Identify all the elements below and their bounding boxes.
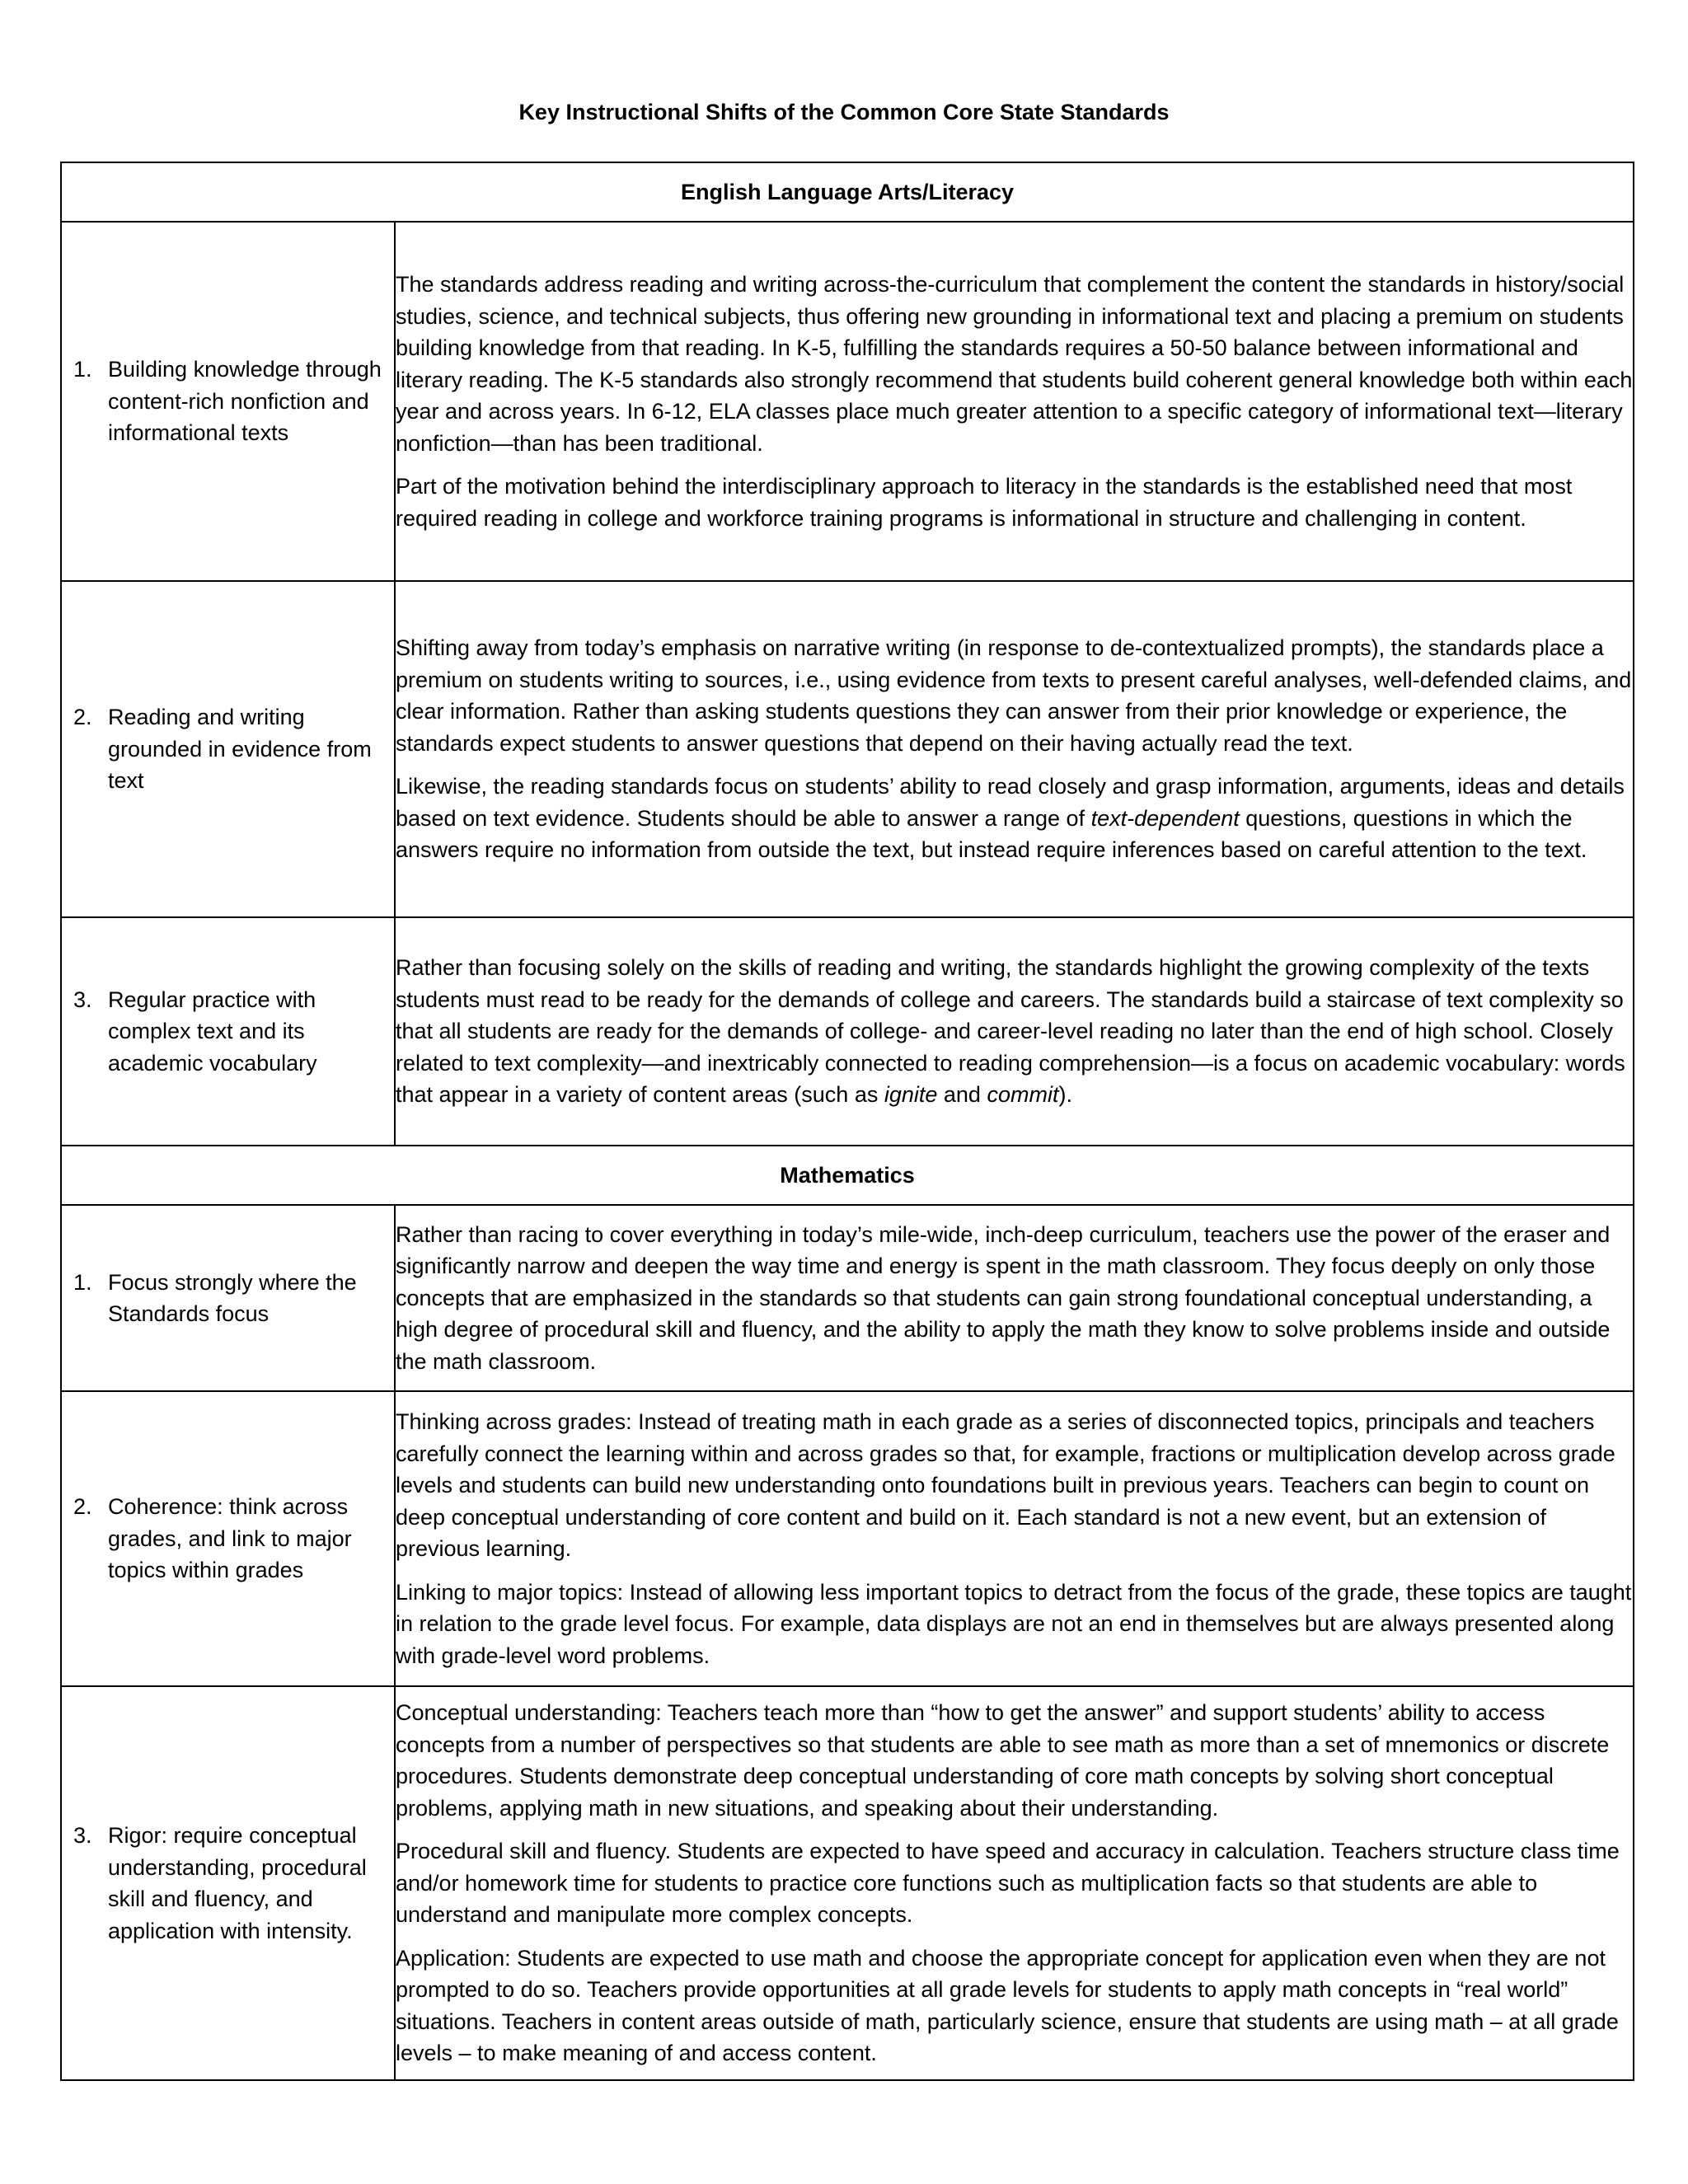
- shift-paragraph: [396, 771, 1633, 866]
- shift-name: Regular practice with complex text and its academic vocabulary: [108, 987, 317, 1076]
- text-run: ).: [1058, 1082, 1072, 1108]
- page-title: Key Instructional Shifts of the Common Core State Standards: [518, 100, 1170, 124]
- shift-description-cell: [395, 581, 1634, 917]
- shift-description-cell: [395, 1205, 1634, 1391]
- shift-description-cell: [395, 222, 1634, 581]
- shift-name: Reading and writing grounded in evidence from text: [108, 705, 372, 794]
- table-row: [61, 1391, 1634, 1686]
- shift-name: Coherence: think across grades, and link to major topics within grades: [108, 1494, 352, 1583]
- shift-number: 3.: [73, 987, 92, 1012]
- italic-term: ignite: [884, 1082, 938, 1108]
- table-row: [61, 917, 1634, 1146]
- table-row: [61, 581, 1634, 917]
- shift-number: 2.: [73, 1494, 92, 1520]
- shift-paragraph: Linking to major topics: Instead of allowing less important topics to detract from the focus of the grade, these topics are taught in relation to the grade level focus. For example, data displays are not an end in themselves but are always presented along with grade-level word problems.: [396, 1579, 1632, 1668]
- section-header-row: [61, 162, 1634, 222]
- text-run: Rather than focusing solely on the skills of reading and writing, the standards highlight the growing complexity of the texts students must read to be ready for the demands of college and careers. The standards build a staircase of text complexity so that all students are ready for the demands of college- and career-level reading no later than the end of high school. Closely related to text complexity—and inextricably connected to reading comprehension—is a focus on academic vocabulary: words that appear in a variety of content areas (such as: [396, 955, 1625, 1108]
- shift-description-cell: [395, 1686, 1634, 2080]
- shift-name-cell: [61, 1205, 395, 1391]
- shift-paragraph: [396, 952, 1633, 1111]
- ela-section-header: English Language Arts/Literacy: [61, 162, 1634, 222]
- shifts-table: [60, 162, 1634, 2081]
- text-run: and: [937, 1082, 987, 1108]
- shift-paragraph: Application: Students are expected to use math and choose the appropriate concept for application even when they are not prompted to do so. Teachers provide opportunities at all grade levels for students to apply math concepts in “real world” situations. Teachers in content areas outside of math, particularly science, ensure that students are using math – at all grade levels – to make meaning of and access content.: [396, 1945, 1619, 2066]
- text-run: questions, questions in which the answers require no information from outside the text, but instead require inferences based on careful attention to the text.: [396, 805, 1587, 863]
- shift-number: 1.: [73, 1269, 92, 1295]
- italic-term: commit: [987, 1082, 1059, 1108]
- shift-name-cell: [61, 222, 395, 581]
- shift-number: 2.: [73, 705, 92, 730]
- shift-description-cell: [395, 1391, 1634, 1686]
- shift-name: Building knowledge through content-rich nonfiction and informational texts: [108, 357, 382, 446]
- shift-paragraph: Rather than racing to cover everything in today’s mile-wide, inch-deep curriculum, teachers use the power of the eraser and significantly narrow and deepen the way time and energy is spent in the math classroom. They focus deeply on only those concepts that are emphasized in the standards so that students can gain strong foundational conceptual understanding, a high degree of procedural skill and fluency, and the ability to apply the math they know to solve problems inside and outside the math classroom.: [396, 1221, 1611, 1374]
- shift-paragraph: Thinking across grades: Instead of treating math in each grade as a series of disconnected topics, principals and teachers carefully connect the learning within and across grades so that, for example, fractions or multiplication develop across grade levels and students can build new understanding onto foundations built in previous years. Teachers can begin to count on deep conceptual understanding of core content and build on it. Each standard is not a new event, but an extension of previous learning.: [396, 1409, 1615, 1561]
- shift-name-cell: [61, 917, 395, 1146]
- shift-name-cell: [61, 1391, 395, 1686]
- table-row: [61, 1686, 1634, 2080]
- math-section-header: Mathematics: [61, 1146, 1634, 1205]
- shift-name-cell: [61, 1686, 395, 2080]
- text-run: Likewise, the reading standards focus on students’ ability to read closely and grasp information, arguments, ideas and details based on text evidence. Students should be able to answer a range of: [396, 774, 1625, 831]
- shift-name: Focus strongly where the Standards focus: [108, 1269, 357, 1326]
- shift-name-cell: [61, 581, 395, 917]
- shift-description-cell: [395, 917, 1634, 1146]
- table-row: [61, 222, 1634, 581]
- shift-paragraph: The standards address reading and writing across-the-curriculum that complement the content the standards in history/social studies, science, and technical subjects, thus offering new grounding in informational text and placing a premium on students building knowledge from that reading. In K-5, fulfilling the standards requires a 50-50 balance between informational and literary reading. The K-5 standards also strongly recommend that students build coherent general knowledge both within each year and across years. In 6-12, ELA classes place much greater attention to a specific category of informational text—literary nonfiction—than has been traditional.: [396, 272, 1633, 456]
- shift-paragraph: Shifting away from today’s emphasis on narrative writing (in response to de-contextualized prompts), the standards place a premium on students writing to sources, i.e., using evidence from texts to present careful analyses, well-defended claims, and clear information. Rather than asking students questions they can answer from their prior knowledge or experience, the standards expect students to answer questions that depend on their having actually read the text.: [396, 635, 1632, 756]
- shift-paragraph: Conceptual understanding: Teachers teach more than “how to get the answer” and support students’ ability to access concepts from a number of perspectives so that students are able to see math as more than a set of mnemonics or discrete procedures. Students demonstrate deep conceptual understanding of core math concepts by solving short conceptual problems, applying math in new situations, and speaking about their understanding.: [396, 1700, 1610, 1821]
- shift-paragraph: Part of the motivation behind the interdisciplinary approach to literacy in the standards is the established need that most required reading in college and workforce training programs is informational in structure and challenging in content.: [396, 474, 1573, 531]
- shift-paragraph: Procedural skill and fluency. Students are expected to have speed and accuracy in calculation. Teachers structure class time and/or homework time for students to practice core functions such as multiplication facts so that students are able to understand and manipulate more complex concepts.: [396, 1839, 1620, 1928]
- shift-name: Rigor: require conceptual understanding, procedural skill and fluency, and application with intensity.: [108, 1823, 367, 1943]
- shift-number: 1.: [73, 357, 92, 382]
- italic-term: text-dependent: [1090, 805, 1240, 831]
- shift-number: 3.: [73, 1823, 92, 1848]
- section-header-row: [61, 1146, 1634, 1205]
- table-row: [61, 1205, 1634, 1391]
